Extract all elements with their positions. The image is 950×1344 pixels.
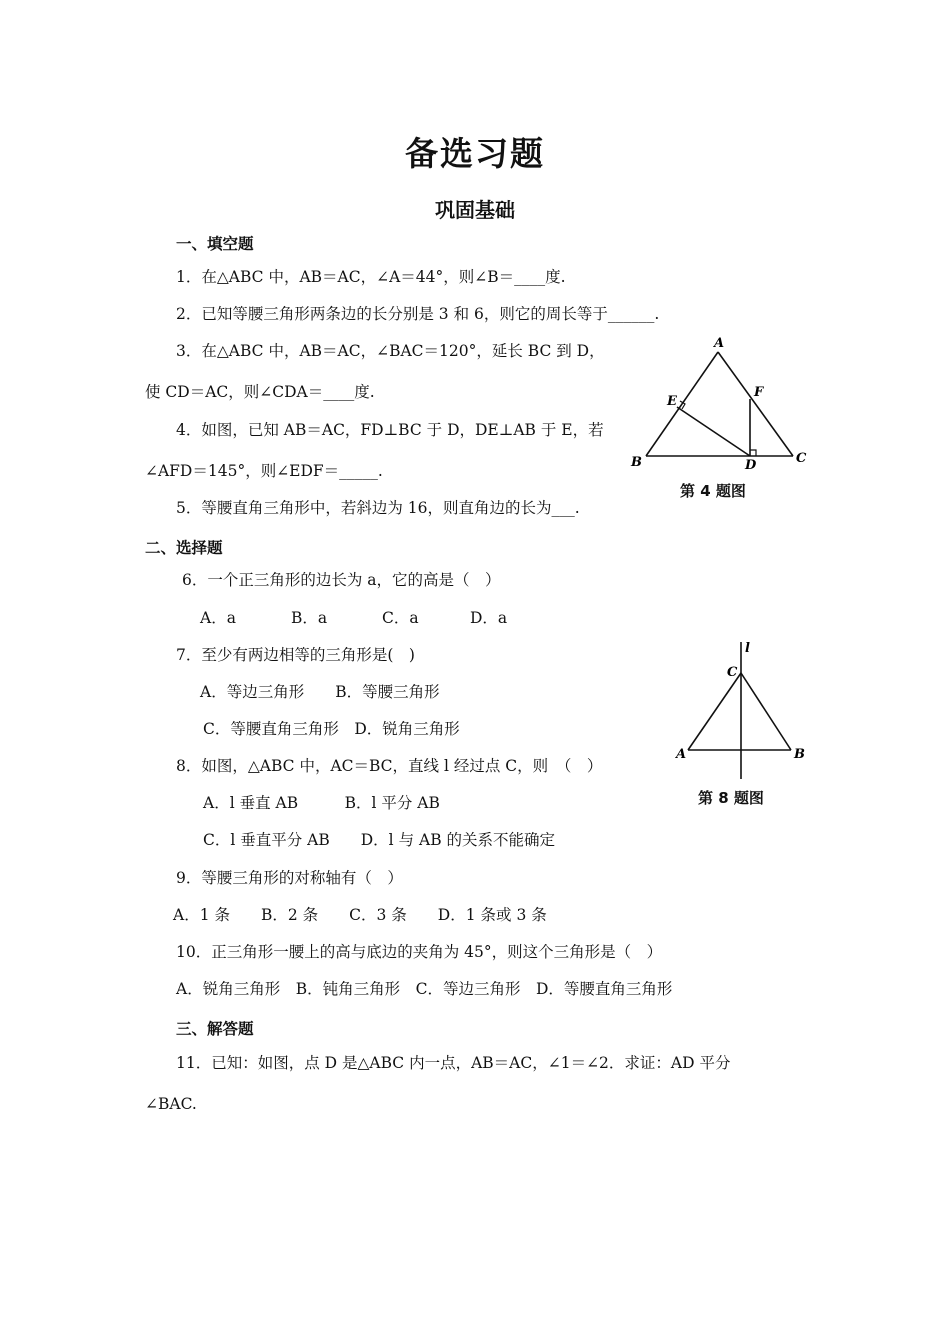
label-c: C — [727, 665, 738, 680]
question-2: 2．已知等腰三角形两条边的长分别是 3 和 6，则它的周长等于______. — [176, 305, 660, 323]
label-c: C — [796, 451, 807, 466]
segment-ab — [646, 352, 718, 456]
figure-question-8 — [670, 636, 815, 784]
question-10-options: A．锐角三角形 B．钝角三角形 C．等边三角形 D．等腰直角三角形 — [176, 980, 673, 998]
question-7: 7．至少有两边相等的三角形是( ) — [176, 646, 415, 664]
question-4-line-2: ∠AFD＝145°，则∠EDF＝_____. — [145, 462, 383, 480]
question-1: 1．在△ABC 中，AB＝AC，∠A＝44°，则∠B＝____度. — [176, 268, 566, 286]
section-answer-heading: 三、解答题 — [176, 1020, 254, 1038]
question-6-option-a: A．a — [200, 609, 236, 627]
question-9-options: A．1 条 B．2 条 C．3 条 D．1 条或 3 条 — [173, 906, 547, 924]
label-a: A — [676, 747, 687, 762]
section-choice-heading: 二、选择题 — [145, 539, 223, 557]
segment-ed — [677, 407, 750, 456]
question-7-options-line-1: A．等边三角形 B．等腰三角形 — [200, 683, 440, 701]
question-5: 5．等腰直角三角形中，若斜边为 16，则直角边的长为___. — [176, 499, 580, 517]
label-a: A — [714, 336, 725, 351]
label-e: E — [667, 394, 677, 409]
question-8-options-line-2: C．l 垂直平分 AB D．l 与 AB 的关系不能确定 — [203, 831, 556, 849]
question-11-line-1: 11．已知：如图，点 D 是△ABC 内一点，AB＝AC，∠1＝∠2．求证：AD 平分 — [176, 1054, 731, 1072]
question-4-line-1: 4．如图，已知 AB＝AC，FD⊥BC 于 D，DE⊥AB 于 E，若 — [176, 421, 604, 439]
question-6-option-c: C．a — [382, 609, 419, 627]
segment-ca — [688, 673, 741, 750]
section-fill-heading: 一、填空题 — [176, 235, 254, 253]
segment-cb — [741, 673, 791, 750]
question-7-options-line-2: C．等腰直角三角形 D．锐角三角形 — [203, 720, 460, 738]
question-8: 8．如图，△ABC 中，AC＝BC，直线 l 经过点 C，则 （ ） — [176, 757, 603, 775]
question-6-option-d: D．a — [470, 609, 508, 627]
figure-8-caption: 第 8 题图 — [698, 789, 764, 807]
question-6-option-b: B．a — [291, 609, 328, 627]
question-10: 10．正三角形一腰上的高与底边的夹角为 45°，则这个三角形是（ ） — [176, 943, 663, 961]
right-angle-mark-d — [750, 450, 756, 456]
figure-question-4 — [625, 335, 815, 475]
label-b: B — [794, 747, 805, 762]
figure-4-caption: 第 4 题图 — [680, 482, 746, 500]
label-l: l — [745, 641, 750, 656]
page-subtitle: 巩固基础 — [435, 198, 515, 222]
label-f: F — [754, 385, 764, 400]
page-title: 备选习题 — [405, 134, 545, 173]
label-b: B — [631, 455, 642, 470]
question-3-line-1: 3．在△ABC 中，AB＝AC，∠BAC＝120°，延长 BC 到 D， — [176, 342, 605, 360]
label-d: D — [745, 458, 757, 473]
question-11-line-2: ∠BAC. — [145, 1095, 197, 1113]
segment-ac — [718, 352, 793, 456]
question-8-options-line-1: A．l 垂直 AB B．l 平分 AB — [203, 794, 440, 812]
question-9: 9．等腰三角形的对称轴有（ ） — [176, 869, 403, 887]
question-3-line-2: 使 CD＝AC，则∠CDA＝____度. — [145, 383, 375, 401]
question-6: 6．一个正三角形的边长为 a，它的高是（ ） — [182, 571, 501, 589]
